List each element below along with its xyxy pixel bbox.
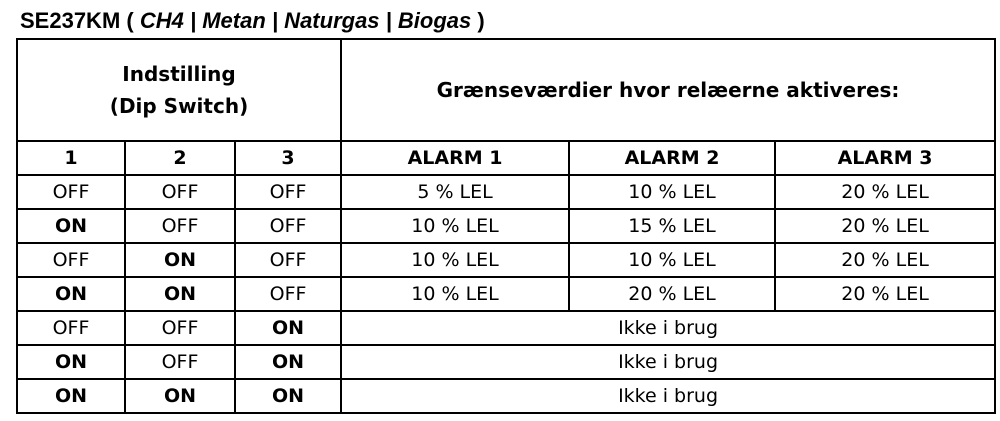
switch-1-cell: ON (17, 209, 125, 243)
switch-2-cell: ON (125, 379, 235, 413)
table-row (17, 209, 995, 243)
switch-3-cell: OFF (235, 243, 341, 277)
alarm-3-cell: 20 % LEL (775, 175, 995, 209)
table-row (17, 379, 995, 413)
table-row (17, 175, 995, 209)
alarm-1-cell: 10 % LEL (341, 277, 569, 311)
document-title (20, 6, 485, 36)
gas-types: CH4 | Metan | Naturgas | Biogas (139, 8, 472, 33)
table-header-row (17, 39, 995, 141)
switch-1-cell: ON (17, 277, 125, 311)
alarm-3-cell: 20 % LEL (775, 243, 995, 277)
alarm-3-header: ALARM 3 (775, 141, 995, 175)
alarm-2-cell: 10 % LEL (569, 175, 775, 209)
title-open-paren: ( (120, 8, 140, 33)
switch-1-cell: OFF (17, 175, 125, 209)
alarm-3-cell: 20 % LEL (775, 209, 995, 243)
switch-1-cell: OFF (17, 311, 125, 345)
table-row (17, 277, 995, 311)
switch-2-cell: OFF (125, 175, 235, 209)
switch-1-cell: ON (17, 379, 125, 413)
switch-3-header: 3 (235, 141, 341, 175)
switch-2-cell: OFF (125, 311, 235, 345)
alarm-1-cell: 10 % LEL (341, 243, 569, 277)
switch-3-cell: OFF (235, 175, 341, 209)
switch-1-cell: ON (17, 345, 125, 379)
dip-switch-table (16, 38, 996, 414)
switch-1-cell: OFF (17, 243, 125, 277)
column-header-row (17, 141, 995, 175)
alarm-2-cell: 15 % LEL (569, 209, 775, 243)
not-in-use-cell: Ikke i brug (341, 379, 995, 413)
table-row (17, 243, 995, 277)
alarm-2-cell: 20 % LEL (569, 277, 775, 311)
setting-header-line2: (Dip Switch) (109, 94, 249, 118)
switch-3-cell: ON (235, 311, 341, 345)
switch-2-cell: ON (125, 243, 235, 277)
switch-2-cell: ON (125, 277, 235, 311)
alarm-1-cell: 10 % LEL (341, 209, 569, 243)
setting-header-line1: Indstilling (122, 62, 236, 86)
alarm-1-header: ALARM 1 (341, 141, 569, 175)
alarm-2-header: ALARM 2 (569, 141, 775, 175)
switch-3-cell: OFF (235, 209, 341, 243)
alarm-3-cell: 20 % LEL (775, 277, 995, 311)
switch-2-cell: OFF (125, 345, 235, 379)
switch-3-cell: ON (235, 345, 341, 379)
table-row (17, 311, 995, 345)
not-in-use-cell: Ikke i brug (341, 311, 995, 345)
table-row (17, 345, 995, 379)
switch-3-cell: OFF (235, 277, 341, 311)
alarm-1-cell: 5 % LEL (341, 175, 569, 209)
limits-header: Grænseværdier hvor relæerne aktiveres: (341, 39, 995, 141)
model-code: SE237KM (20, 8, 121, 33)
switch-3-cell: ON (235, 379, 341, 413)
title-close-paren: ) (471, 8, 485, 33)
switch-2-header: 2 (125, 141, 235, 175)
not-in-use-cell: Ikke i brug (341, 345, 995, 379)
setting-header (17, 39, 341, 141)
alarm-2-cell: 10 % LEL (569, 243, 775, 277)
switch-2-cell: OFF (125, 209, 235, 243)
switch-1-header: 1 (17, 141, 125, 175)
